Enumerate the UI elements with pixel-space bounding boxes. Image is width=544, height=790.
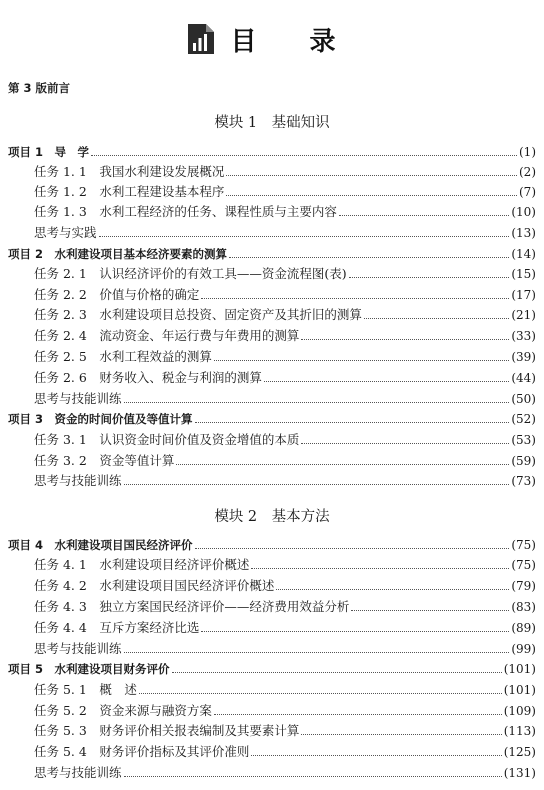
toc-entry-task[interactable] — [34, 182, 536, 202]
toc-entry-task[interactable] — [34, 285, 536, 305]
entry-page-number: (13) — [511, 226, 536, 240]
entry-page-number: (131) — [503, 766, 536, 780]
toc-entry-task[interactable] — [34, 576, 536, 596]
toc-entry-exercise[interactable] — [34, 223, 536, 243]
toc-entry-task[interactable] — [34, 597, 536, 617]
dot-leader — [172, 671, 502, 673]
module-heading: 模块 1 基础知识 — [214, 115, 330, 131]
dot-leader — [226, 194, 517, 196]
entry-label: 任务 2. 2 价值与价格的确定 — [34, 287, 200, 302]
toc-entry-task[interactable] — [34, 430, 536, 450]
entry-label: 思考与技能训练 — [34, 641, 122, 656]
toc-entry-task[interactable] — [34, 701, 536, 721]
dot-leader — [176, 463, 509, 465]
dot-leader — [124, 651, 510, 653]
preface-link[interactable]: 第 3 版前言 — [8, 81, 71, 95]
entry-page-number: (75) — [511, 538, 536, 552]
entry-label: 思考与技能训练 — [34, 765, 122, 780]
entry-label: 任务 4. 3 独立方案国民经济评价——经济费用效益分析 — [34, 599, 350, 614]
entry-page-number: (17) — [511, 288, 536, 302]
document-chart-icon — [186, 22, 216, 56]
entry-page-number: (2) — [519, 165, 536, 179]
entry-page-number: (101) — [503, 662, 536, 676]
toc-entry-project[interactable] — [8, 244, 536, 264]
dot-leader — [349, 276, 510, 278]
entry-label: 任务 4. 2 水利建设项目国民经济评价概述 — [34, 578, 275, 593]
entry-label: 项目 2 水利建设项目基本经济要素的测算 — [8, 247, 228, 261]
entry-label: 任务 5. 1 概 述 — [34, 682, 137, 697]
dot-leader — [301, 442, 509, 444]
dot-leader — [251, 567, 509, 569]
dot-leader — [201, 297, 509, 299]
entry-page-number: (101) — [503, 683, 536, 697]
entry-label: 思考与技能训练 — [34, 473, 122, 488]
page-title: 目 录 — [230, 26, 358, 57]
entry-label: 任务 3. 2 资金等值计算 — [34, 453, 175, 468]
dot-leader — [364, 317, 510, 319]
entry-page-number: (50) — [511, 392, 536, 406]
entry-page-number: (99) — [511, 642, 536, 656]
entry-page-number: (75) — [511, 558, 536, 572]
entry-label: 任务 5. 4 财务评价指标及其评价准则 — [34, 744, 250, 759]
dot-leader — [124, 483, 510, 485]
entry-page-number: (53) — [511, 433, 536, 447]
entry-label: 项目 1 导 学 — [8, 145, 90, 159]
dot-leader — [214, 359, 510, 361]
dot-leader — [264, 380, 510, 382]
dot-leader — [301, 338, 509, 340]
toc-entry-project[interactable] — [8, 659, 536, 679]
entry-page-number: (14) — [511, 247, 536, 261]
dot-leader — [226, 174, 517, 176]
toc-entry-task[interactable] — [34, 162, 536, 182]
dot-leader — [201, 630, 509, 632]
dot-leader — [339, 214, 510, 216]
entry-page-number: (83) — [511, 600, 536, 614]
entry-label: 任务 2. 5 水利工程效益的测算 — [34, 349, 212, 364]
dot-leader — [139, 692, 502, 694]
entry-label: 任务 1. 2 水利工程建设基本程序 — [34, 184, 225, 199]
entry-page-number: (15) — [511, 267, 536, 281]
dot-leader — [229, 256, 509, 258]
entry-page-number: (73) — [511, 474, 536, 488]
dot-leader — [251, 754, 501, 756]
dot-leader — [351, 609, 509, 611]
entry-label: 任务 5. 2 资金来源与融资方案 — [34, 703, 212, 718]
entry-label: 任务 2. 6 财务收入、税金与利润的测算 — [34, 370, 262, 385]
entry-page-number: (7) — [519, 185, 536, 199]
entry-label: 任务 2. 3 水利建设项目总投资、固定资产及其折旧的测算 — [34, 307, 362, 322]
entry-label: 任务 1. 1 我国水利建设发展概况 — [34, 164, 225, 179]
entry-label: 任务 5. 3 财务评价相关报表编制及其要素计算 — [34, 723, 300, 738]
dot-leader — [99, 235, 510, 237]
toc-entry-project[interactable] — [8, 409, 536, 429]
dot-leader — [195, 547, 510, 549]
dot-leader — [124, 775, 502, 777]
toc-entry-exercise[interactable] — [34, 763, 536, 783]
entry-label: 项目 4 水利建设项目国民经济评价 — [8, 538, 193, 552]
module-heading: 模块 2 基本方法 — [214, 509, 330, 525]
entry-page-number: (39) — [511, 350, 536, 364]
dot-leader — [195, 421, 510, 423]
toc-entry-task[interactable] — [34, 264, 536, 284]
entry-page-number: (79) — [511, 579, 536, 593]
entry-label: 任务 2. 4 流动资金、年运行费与年费用的测算 — [34, 328, 300, 343]
toc-entry-task[interactable] — [34, 680, 536, 700]
entry-page-number: (1) — [519, 145, 536, 159]
dot-leader — [301, 733, 501, 735]
dot-leader — [124, 401, 510, 403]
entry-page-number: (89) — [511, 621, 536, 635]
toc-entry-exercise[interactable] — [34, 389, 536, 409]
toc-entry-task[interactable] — [34, 326, 536, 346]
entry-label: 任务 3. 1 认识资金时间价值及资金增值的本质 — [34, 432, 300, 447]
entry-page-number: (44) — [511, 371, 536, 385]
toc-entry-task[interactable] — [34, 305, 536, 325]
dot-leader — [214, 713, 502, 715]
entry-label: 任务 4. 1 水利建设项目经济评价概述 — [34, 557, 250, 572]
toc-header — [0, 18, 544, 60]
entry-label: 项目 5 水利建设项目财务评价 — [8, 662, 170, 676]
entry-label: 思考与实践 — [34, 225, 97, 240]
toc-entry-exercise[interactable] — [34, 471, 536, 491]
toc-entry-project[interactable] — [8, 142, 536, 162]
entry-page-number: (21) — [511, 308, 536, 322]
entry-page-number: (113) — [503, 724, 536, 738]
toc-entry-project[interactable] — [8, 535, 536, 555]
toc-entry-task[interactable] — [34, 451, 536, 471]
dot-leader — [91, 154, 517, 156]
toc-entry-exercise[interactable] — [34, 639, 536, 659]
toc-entry-task[interactable] — [34, 555, 536, 575]
entry-page-number: (109) — [503, 704, 536, 718]
entry-label: 思考与技能训练 — [34, 391, 122, 406]
entry-label: 项目 3 资金的时间价值及等值计算 — [8, 412, 193, 426]
toc-entry-task[interactable] — [34, 368, 536, 388]
entry-page-number: (59) — [511, 454, 536, 468]
entry-page-number: (33) — [511, 329, 536, 343]
entry-label: 任务 1. 3 水利工程经济的任务、课程性质与主要内容 — [34, 204, 337, 219]
toc-entry-task[interactable] — [34, 742, 536, 762]
entry-label: 任务 4. 4 互斥方案经济比选 — [34, 620, 200, 635]
toc-entry-task[interactable] — [34, 202, 536, 222]
entry-page-number: (52) — [511, 412, 536, 426]
entry-page-number: (10) — [511, 205, 536, 219]
toc-entry-task[interactable] — [34, 721, 536, 741]
entry-label: 任务 2. 1 认识经济评价的有效工具——资金流程图(表) — [34, 266, 347, 281]
dot-leader — [276, 588, 509, 590]
toc-entry-task[interactable] — [34, 618, 536, 638]
toc-entry-task[interactable] — [34, 347, 536, 367]
entry-page-number: (125) — [503, 745, 536, 759]
